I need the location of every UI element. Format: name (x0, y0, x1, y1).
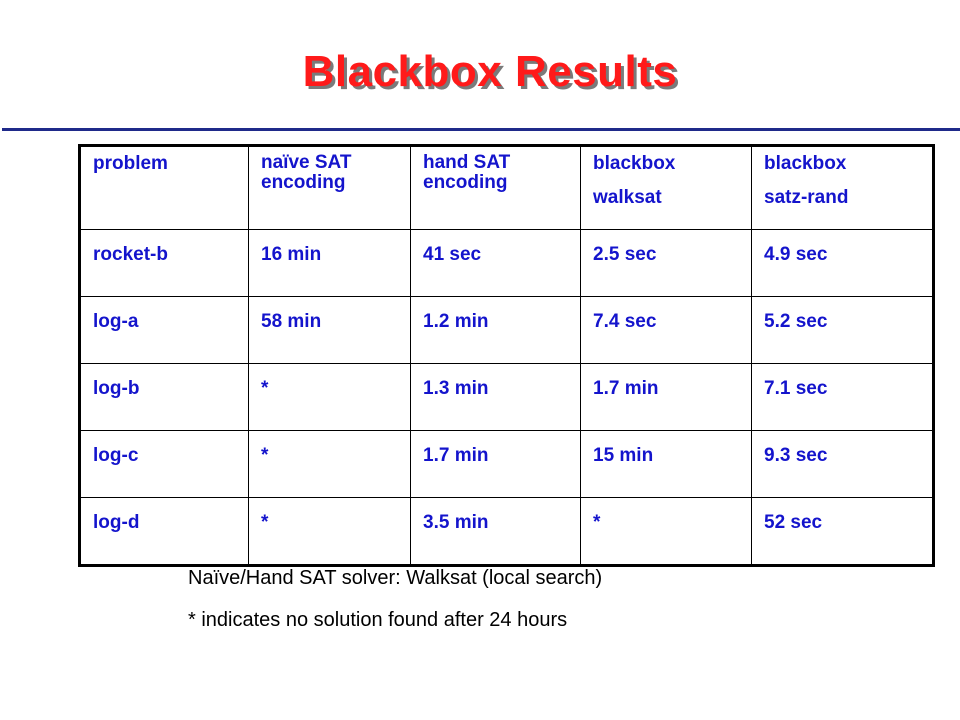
table-cell-naive-sat: 16 min (249, 230, 411, 297)
table-cell-problem: log-c (80, 431, 249, 498)
header-cell-blackbox-satz-rand (752, 146, 934, 230)
table-cell-blackbox-satz-rand: 52 sec (752, 498, 934, 566)
header-label: problem (93, 153, 168, 174)
table-cell-hand-sat: 1.3 min (411, 364, 581, 431)
table-cell-problem: log-d (80, 498, 249, 566)
table-cell-naive-sat: * (249, 431, 411, 498)
table-cell-blackbox-walksat: 1.7 min (581, 364, 752, 431)
title-divider (2, 128, 960, 131)
table-cell-naive-sat: 58 min (249, 297, 411, 364)
footnotes (188, 566, 602, 650)
table-cell-blackbox-satz-rand: 9.3 sec (752, 431, 934, 498)
table-cell-blackbox-walksat: 2.5 sec (581, 230, 752, 297)
table-cell-blackbox-walksat: 15 min (581, 431, 752, 498)
header-cell-problem (80, 146, 249, 230)
table-cell-hand-sat: 3.5 min (411, 498, 581, 566)
table-row (80, 230, 934, 297)
slide-title: Blackbox Results (302, 47, 678, 96)
footnote-asterisk: * indicates no solution found after 24 hours (188, 609, 568, 631)
table-row (80, 498, 934, 566)
header-label: blackbox (593, 153, 676, 174)
table-cell-hand-sat: 1.2 min (411, 297, 581, 364)
table-header-row (80, 146, 934, 230)
table-cell-hand-sat: 1.7 min (411, 431, 581, 498)
header-label: hand SAT (423, 152, 511, 173)
table-row (80, 431, 934, 498)
table-cell-problem: log-b (80, 364, 249, 431)
header-label: naïve SAT (261, 152, 352, 173)
table-cell-blackbox-walksat: 7.4 sec (581, 297, 752, 364)
table-cell-problem: rocket-b (80, 230, 249, 297)
header-label-line2: encoding (423, 172, 508, 193)
header-label-line2: satz-rand (764, 187, 849, 208)
table-cell-blackbox-satz-rand: 7.1 sec (752, 364, 934, 431)
table-row (80, 297, 934, 364)
table-row (80, 364, 934, 431)
footnote-solver: Naïve/Hand SAT solver: Walksat (local search) (188, 567, 603, 589)
header-cell-naive-sat (249, 146, 411, 230)
table-cell-blackbox-walksat: * (581, 498, 752, 566)
header-label: blackbox (764, 153, 847, 174)
table-cell-hand-sat: 41 sec (411, 230, 581, 297)
header-cell-hand-sat (411, 146, 581, 230)
table-cell-blackbox-satz-rand: 5.2 sec (752, 297, 934, 364)
table-cell-problem: log-a (80, 297, 249, 364)
table-cell-naive-sat: * (249, 364, 411, 431)
results-table (78, 144, 935, 567)
header-cell-blackbox-walksat (581, 146, 752, 230)
header-label-line2: encoding (261, 172, 346, 193)
table-cell-naive-sat: * (249, 498, 411, 566)
header-label-line2: walksat (593, 187, 662, 208)
table-cell-blackbox-satz-rand: 4.9 sec (752, 230, 934, 297)
